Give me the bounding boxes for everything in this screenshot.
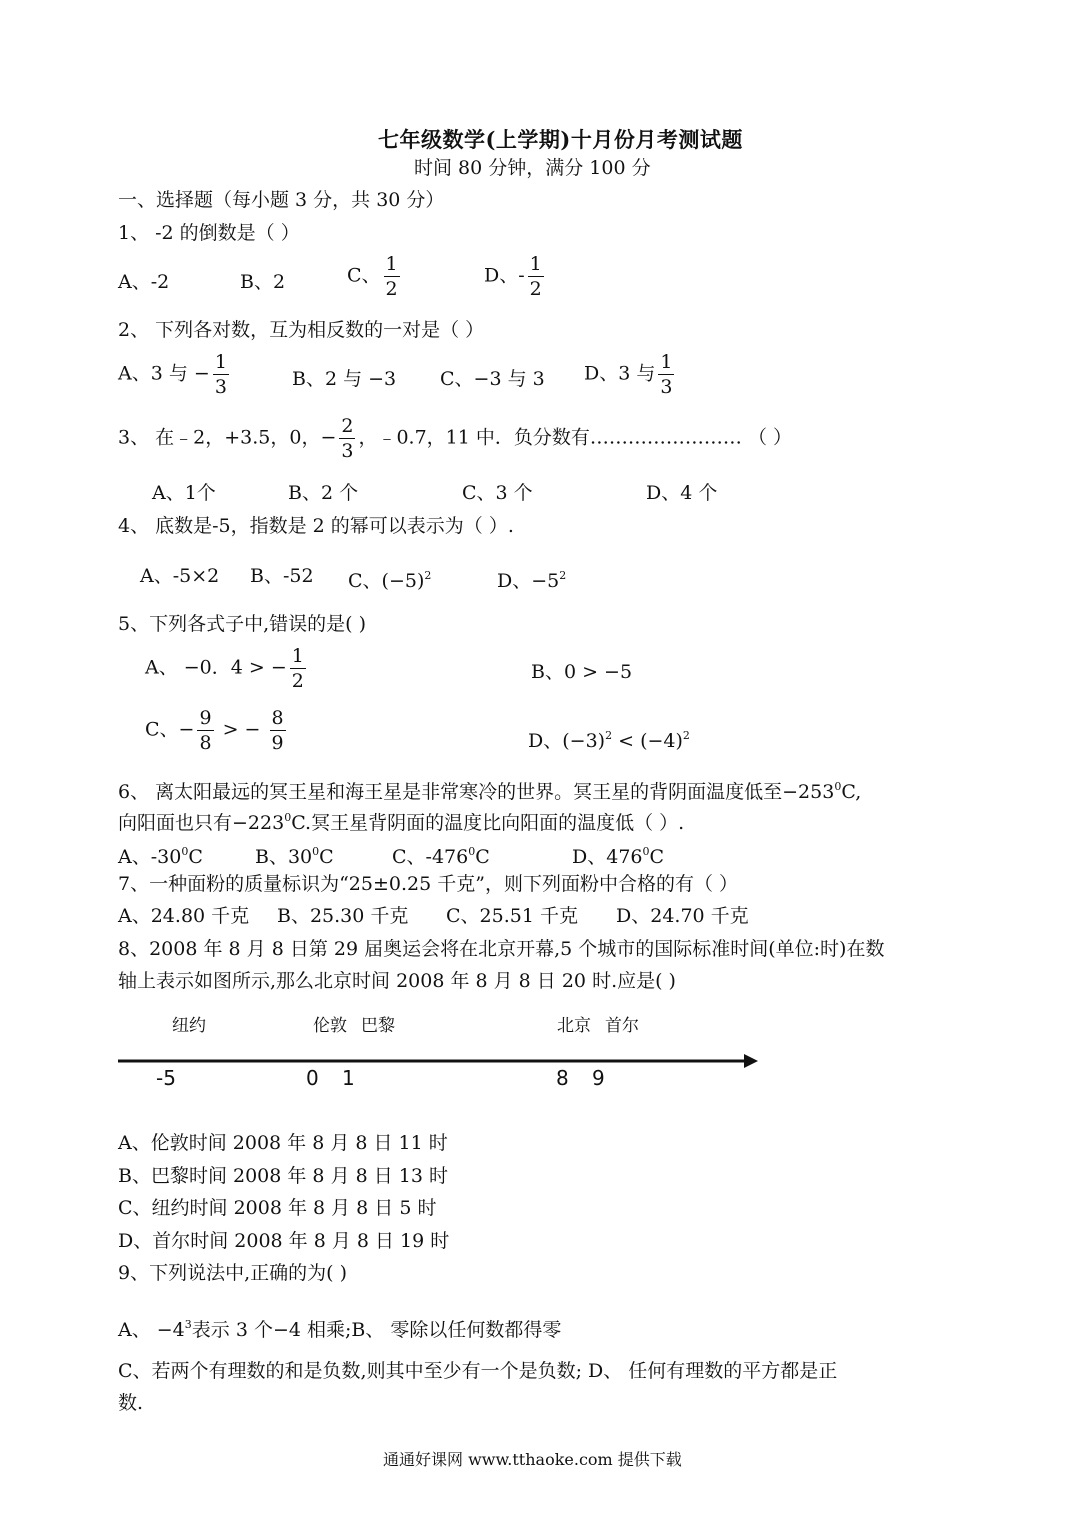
fraction-denominator: 2 (529, 278, 542, 300)
q9-option-c-d: C、若两个有理数的和是负数,则其中至少有一个是负数; D、 任何有理数的平方都是正 (118, 1360, 838, 1382)
q4-option-c-exponent: 2 (424, 569, 432, 582)
numberline-number-8: 8 (556, 1066, 569, 1090)
q2-option-a-prefix: A、3 与 − (118, 362, 210, 385)
q8-option-b: B、巴黎时间 2008 年 8 月 8 日 13 时 (118, 1165, 448, 1187)
q1-option-b: B、2 (240, 271, 286, 293)
q6-option-c-unit: C (475, 846, 490, 868)
q6-line-1-unit: C, (841, 781, 862, 803)
q7-option-c: C、25.51 千克 (446, 905, 578, 927)
fraction-denominator: 3 (341, 440, 354, 462)
q4-option-d-exponent: 2 (559, 569, 567, 582)
fraction-numerator: 9 (199, 707, 212, 729)
degree-mark: 0 (284, 811, 292, 824)
fraction-denominator: 9 (271, 732, 284, 754)
degree-mark: 0 (834, 780, 842, 793)
q5-option-d-part-2: < (−4) (612, 730, 683, 752)
q9-option-a-prefix: A、 −4 (118, 1319, 185, 1341)
numberline-label-london: 伦敦 (313, 1016, 347, 1036)
degree-mark: 0 (642, 845, 650, 858)
q2-option-b: B、2 与 −3 (292, 368, 397, 390)
q2-option-a-fraction (213, 352, 229, 397)
fraction-denominator: 2 (385, 278, 398, 300)
q7-option-b: B、25.30 千克 (277, 905, 409, 927)
q3-stem-prefix: 3、 在﹣2，+3.5，0，− (118, 426, 337, 449)
q6-option-a-value: A、-30 (118, 846, 182, 868)
q5-option-a-prefix: A、 −0．4 > − (145, 656, 287, 679)
question-2-stem: 2、 下列各对数，互为相反数的一对是（ ） (118, 319, 485, 341)
q9-option-a-exponent: 3 (184, 1318, 192, 1331)
q5-option-d-exponent-1: 2 (605, 729, 613, 742)
q9-option-a-suffix: 表示 3 个−4 相乘;B、 零除以任何数都得零 (191, 1319, 562, 1341)
q4-option-d-base: D、−5 (497, 570, 560, 592)
question-7-stem: 7、一种面粉的质量标识为“25±0.25 千克”，则下列面粉中合格的有（ ） (118, 873, 738, 895)
fraction-denominator: 3 (214, 376, 227, 398)
q5-option-c-middle: > − (216, 718, 267, 741)
q1-option-d-fraction (528, 254, 544, 299)
q4-option-b: B、-52 (250, 565, 314, 587)
numberline-number-0: 0 (306, 1066, 319, 1090)
q8-option-c: C、纽约时间 2008 年 8 月 8 日 5 时 (118, 1197, 437, 1219)
fraction-numerator: 2 (341, 415, 354, 437)
numberline-label-beijing: 北京 (557, 1016, 591, 1036)
question-3-stem (118, 416, 792, 461)
degree-mark: 0 (181, 845, 189, 858)
fraction-denominator: 3 (660, 376, 673, 398)
q1-option-d-prefix: D、- (484, 264, 525, 287)
degree-mark: 0 (312, 845, 320, 858)
q2-option-a (118, 352, 232, 397)
q6-option-c (392, 840, 490, 869)
question-5-stem: 5、下列各式子中,错误的是( ) (118, 613, 366, 635)
fraction-denominator: 2 (291, 670, 304, 692)
numberline-label-new-york: 纽约 (172, 1016, 206, 1036)
numberline-number-9: 9 (592, 1066, 605, 1090)
degree-mark: 0 (468, 845, 476, 858)
q2-option-c: C、−3 与 3 (440, 368, 545, 390)
q6-option-a-unit: C (188, 846, 203, 868)
q1-option-d (484, 254, 547, 299)
fraction-numerator: 1 (529, 253, 542, 275)
q5-option-a-fraction (290, 646, 306, 691)
q5-option-c-prefix: C、− (145, 718, 195, 741)
page-footer: 通通好课网 www.tthaoke.com 提供下载 (383, 1450, 682, 1469)
q5-option-d (528, 724, 690, 753)
fraction-numerator: 1 (291, 645, 304, 667)
q5-option-c-fraction-2 (270, 708, 286, 753)
q6-option-b-unit: C (319, 846, 334, 868)
q2-option-d-fraction (658, 352, 674, 397)
q5-option-c-fraction-1 (197, 708, 213, 753)
fraction-numerator: 1 (214, 351, 227, 373)
q6-option-d-unit: C (649, 846, 665, 868)
fraction-numerator: 8 (271, 707, 284, 729)
q4-option-c-base: C、(−5) (348, 570, 425, 592)
q4-option-c (348, 564, 431, 593)
q2-option-d-prefix: D、3 与 (584, 362, 656, 385)
fraction-denominator: 8 (199, 732, 212, 754)
q1-option-c-prefix: C、 (347, 264, 381, 287)
q9-option-d-continued: 数. (118, 1392, 144, 1414)
question-1-stem: 1、 -2 的倒数是（ ） (118, 222, 300, 244)
exam-time-info: 时间 80 分钟，满分 100 分 (414, 157, 651, 179)
q3-stem-fraction (339, 416, 355, 461)
q6-line-1-text: 6、 离太阳最远的冥王星和海王星是非常寒冷的世界。冥王星的背阴面温度低至−253 (118, 781, 835, 803)
q6-option-b-value: B、30 (255, 846, 313, 868)
q5-option-d-exponent-2: 2 (682, 729, 690, 742)
q6-option-d (572, 840, 664, 869)
q3-option-a: A、1个 (152, 482, 216, 504)
numberline-label-seoul: 首尔 (605, 1016, 639, 1036)
q5-option-d-part-1: D、(−3) (528, 730, 606, 752)
question-4-stem: 4、 底数是-5，指数是 2 的幂可以表示为（ ）. (118, 515, 514, 537)
question-9-stem: 9、下列说法中,正确的为( ) (118, 1262, 347, 1284)
fraction-numerator: 1 (660, 351, 673, 373)
q1-option-a: A、-2 (118, 271, 170, 293)
section-heading: 一、选择题（每小题 3 分，共 30 分） (118, 189, 445, 211)
q8-option-a: A、伦敦时间 2008 年 8 月 8 日 11 时 (118, 1132, 448, 1154)
q6-option-b (255, 840, 334, 869)
q6-line-2-text: 向阳面也只有−223 (118, 812, 285, 834)
numberline-number-minus-5: -5 (156, 1066, 176, 1090)
q1-option-c-fraction (384, 254, 400, 299)
fraction-numerator: 1 (385, 253, 398, 275)
q6-option-c-value: C、-476 (392, 846, 469, 868)
q5-option-a (145, 646, 309, 691)
q7-option-d: D、24.70 千克 (616, 905, 749, 927)
q3-stem-suffix: ，﹣0.7，11 中．负分数有…………………… （ ） (358, 426, 792, 449)
q6-option-a (118, 840, 203, 869)
page-title: 七年级数学(上学期)十月份月考测试题 (378, 127, 743, 152)
q3-option-b: B、2 个 (288, 482, 359, 504)
question-6-line-1 (118, 775, 861, 804)
question-6-line-2 (118, 806, 684, 835)
q6-option-d-value: D、476 (572, 846, 643, 868)
q2-option-d (584, 352, 677, 397)
numberline-label-paris: 巴黎 (361, 1016, 395, 1036)
numberline-number-1: 1 (342, 1066, 355, 1090)
question-8-line-1: 8、2008 年 8 月 8 日第 29 届奥运会将在北京开幕,5 个城市的国际标准时间(单位:时)在数 (118, 938, 885, 960)
question-8-line-2: 轴上表示如图所示,那么北京时间 2008 年 8 月 8 日 20 时.应是( ) (118, 970, 676, 992)
q4-option-d (497, 564, 566, 593)
q6-line-2-rest: C.冥王星背阴面的温度比向阳面的温度低（ ）. (291, 812, 685, 834)
q5-option-b: B、0 > −5 (531, 661, 633, 683)
q4-option-a: A、-5×2 (140, 565, 220, 587)
q8-option-d: D、首尔时间 2008 年 8 月 8 日 19 时 (118, 1230, 450, 1252)
q7-option-a: A、24.80 千克 (118, 905, 250, 927)
q1-option-c (347, 254, 403, 299)
q3-option-d: D、4 个 (646, 482, 718, 504)
q5-option-c (145, 708, 289, 753)
q3-option-c: C、3 个 (462, 482, 533, 504)
number-line-axis (116, 1051, 766, 1071)
q9-option-a-b (118, 1313, 561, 1342)
